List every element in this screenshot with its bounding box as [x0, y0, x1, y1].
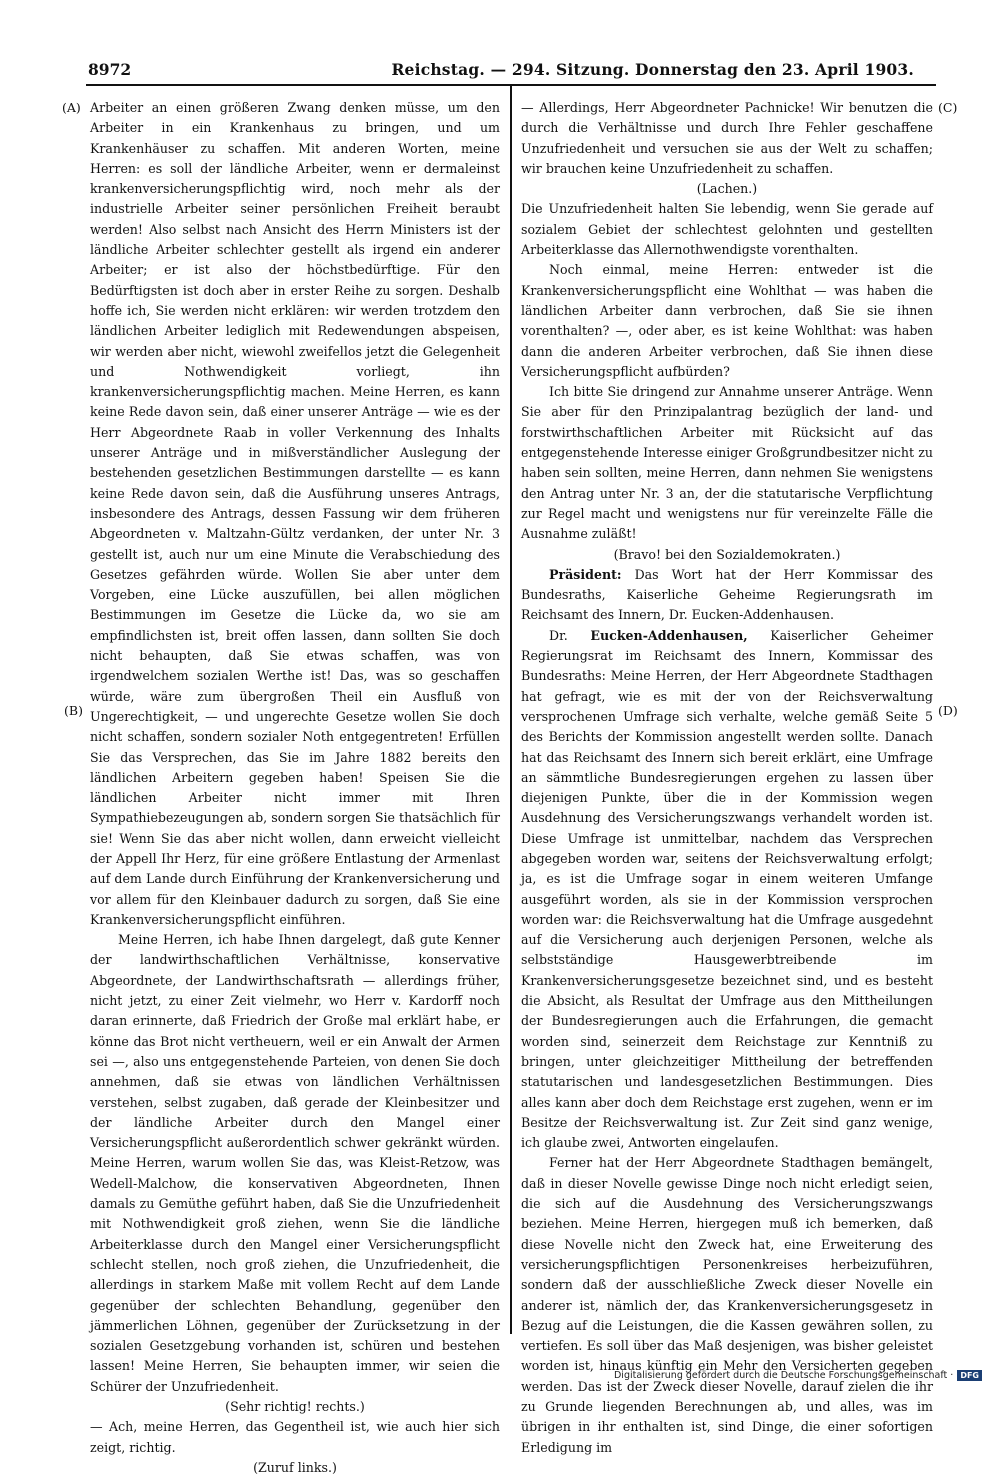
- speaker-eucken: Eucken-Addenhausen,: [590, 627, 748, 643]
- right-paragraph-6-text: Kaiserlicher Geheimer Regierungsrat im Reichsamt des Innern, Kommissar des Bundesraths: Meine Herren, der Herr Abgeordnete Stadthagen hat gefragt, wie es mit der von der Reichsverwaltung versprochenen Umfrage sich verhalte, welche gemäß Seite 5 des Berichts der Kommission angestellt werden sollte. Danach hat das Reichsamt des Innern sich bereit erklärt, eine Umfrage an sämmtliche Bundesregierungen ergehen zu lassen über diejenigen Punkte, über die in der Kommission wegen Ausdehnung des Versicherungszwangs verhandelt worden ist. Diese Umfrage ist unmittelbar, nachdem das Versprechen abgegeben worden war, seitens der Reichsverwaltung erfolgt; ja, es ist die Umfrage sogar in einem weiteren Umfange ausgeführt worden, als sie in der Kommission versprochen worden war: die Reichsverwaltung hat die Umfrage ausgedehnt auf die Versicherung auch derjenigen Personen, welche als selbstständige Hausgewerbtreibende im Krankenversicherungsgesetze bezeichnet sind, und es besteht die Absicht, als Resultat der Umfrage aus den Mittheilungen der Bundesregierungen auch die Erfahrungen, die gemacht worden sind, seinerzeit dem Reichstage zur Kenntniß zu bringen, unter gleichzeitiger Mittheilung der betreffenden statutarischen und landesgesetzlichen Bestimmungen. Dies alles kann aber doch dem Reichstage erst zugehen, wenn er im Besitze der Reichsverwaltung ist. Zur Zeit sind ganz wenige, ich glaube zwei, Antworten eingelaufen.: [521, 627, 933, 1151]
- right-paragraph-3: Noch einmal, meine Herren: entweder ist die Krankenversicherungspflicht eine Wohlthat — was haben die ländlichen Arbeiter dann verbrochen, daß Sie sie ihnen vorenthalten? —, oder aber, es ist keine Wohlthat: was haben dann die anderen Arbeiter verbrochen, daß Sie ihnen diese Versicherungspflicht aufbürden?: [521, 262, 933, 379]
- right-remark-2: (Bravo! bei den Sozialdemokraten.): [613, 546, 841, 562]
- page-number: 8972: [88, 60, 132, 79]
- speaker-president: Präsident:: [549, 566, 622, 582]
- right-paragraph-4: Ich bitte Sie dringend zur Annahme unserer Anträge. Wenn Sie aber für den Prinzipalantrag bezüglich der land- und forstwirthschaftlichen Arbeiter mit Rücksicht auf das entgegenstehende Interesse einiger Großgrundbesitzer nicht zu haben sein sollten, meine Herren, dann nehmen Sie wenigstens den Antrag unter Nr. 3 an, der die statutarische Verpflichtung zur Regel macht und wenigstens nur für vereinzelte Fälle die Ausnahme zuläßt!: [521, 384, 933, 542]
- margin-marker-d: (D): [938, 703, 958, 718]
- column-divider: [510, 86, 512, 1334]
- margin-marker-a: (A): [62, 100, 81, 115]
- footer-text: Digitalisierung gefördert durch die Deutsche Forschungsgemeinschaft ·: [613, 1370, 954, 1381]
- page-title: Reichstag. — 294. Sitzung. Donnerstag den 23. April 1903.: [391, 60, 914, 79]
- left-paragraph-1: Arbeiter an einen größeren Zwang denken müsse, um den Arbeiter in ein Krankenhaus zu bringen, und um Krankenhäuser zu schaffen. Mit anderen Worten, meine Herren: es soll der ländliche Arbeiter, wenn er dermaleinst krankenversicherungspflichtig wird, noch mehr als der industrielle Arbeiter seiner persönlichen Freiheit beraubt werden! Also selbst nach Ansicht des Herrn Ministers ist der ländliche Arbeiter schlechter gestellt als irgend ein anderer Arbeiter; er ist also der höchstbedürftige. Für den Bedürftigsten ist doch aber in erster Reihe zu sorgen. Deshalb hoffe ich, Sie werden nicht erklären: wir werden trotzdem den ländlichen Arbeiter lediglich mit Redewendungen abspeisen, wir werden aber nicht, wiewohl zweifellos jetzt die Gelegenheit und Nothwendigkeit vorliegt, ihn krankenversicherungspflichtig machen. Meine Herren, es kann keine Rede davon sein, daß einer unserer Anträge — wie es der Herr Abgeordnete Raab in voller Verkennung des Inhalts unserer Anträge und in mißverständlicher Auslegung der bestehenden gesetzlichen Bestimmungen darstellte — es kann keine Rede davon sein, daß die Ausführung unseres Antrags, insbesondere des Antrags, dessen Fassung wir dem früheren Abgeordneten v. Maltzahn-Gültz verdanken, der unter Nr. 3 gestellt ist, auch nur um eine Minute die Verabschiedung des Gesetzes gefährden würde. Wollen Sie aber unter dem Vorgeben, eine Lücke auszufüllen, bei allen möglichen Bestimmungen im Gesetze die Lücke da, wo sie am empfindlichsten ist, breit offen lassen, dann sollten Sie doch nicht behaupten, daß Sie etwas schaffen, was von irgendwelchem sozialen Werthe ist! Das, was so geschaffen würde, wäre zum übergroßen Theil ein Ausfluß von Ungerechtigkeit, — und ungerechte Gesetze wollen Sie doch nicht schaffen, sondern sozialer Noth entgegentreten! Erfüllen Sie das Versprechen, das Sie im Jahre 1882 bereits den ländlichen Arbeitern gegeben haben! Speisen Sie die ländlichen Arbeiter nicht immer mit Ihren Sympathiebezeugungen ab, sondern sorgen Sie thatsächlich für sie! Wenn Sie das aber nicht wollen, dann erweicht vielleicht der Appell Ihr Herz, für eine größere Entlastung der Armenlast auf dem Lande durch Einführung der Krankenversicherung und vor allem für den Kleinbauer dadurch zu sorgen, daß Sie eine Krankenversicherungspflicht einführen.: [90, 100, 500, 927]
- left-column: [90, 98, 500, 1478]
- margin-marker-b: (B): [64, 703, 83, 718]
- right-paragraph-1: — Allerdings, Herr Abgeordneter Pachnicke! Wir benutzen die durch die Verhältnisse und durch Ihre Fehler geschaffene Unzufriedenheit und versuchen sie aus der Welt zu schaffen; wir brauchen keine Unzufriedenheit zu schaffen.: [521, 100, 933, 176]
- right-column: [521, 98, 933, 1458]
- right-paragraph-5: [521, 565, 933, 626]
- right-paragraph-2: Die Unzufriedenheit halten Sie lebendig, wenn Sie gerade auf sozialem Gebiet der schlechtest gelohnten und gestellten Arbeiterklasse das Allernothwendigste vorenthalten.: [521, 201, 933, 258]
- left-remark-2: (Zuruf links.): [253, 1459, 337, 1475]
- left-paragraph-2: Meine Herren, ich habe Ihnen dargelegt, daß gute Kenner der landwirthschaftlichen Verhältnisse, konservative Abgeordnete, der Landwirthschaftsrath — allerdings früher, nicht jetzt, zu einer Zeit vielmehr, wo Herr v. Kardorff noch daran erinnerte, daß Friedrich der Große mal erklärt habe, er könne das Brot nicht vertheuern, weil er ein Anwalt der Armen sei —, also uns entgegenstehende Parteien, von denen Sie doch annehmen, daß sie etwas von ländlichen Verhältnissen verstehen, selbst zugaben, daß gerade der Kleinbesitzer und der ländliche Arbeiter durch den Mangel einer Versicherungspflicht außerordentlich schwer gekränkt würden. Meine Herren, warum wollen Sie das, was Kleist-Retzow, was Wedell-Malchow, die konservativen Abgeordneten, Ihnen damals zu Gemüthe geführt haben, daß Sie die Unzufriedenheit mit Nothwendigkeit groß ziehen, wenn Sie die ländliche Arbeiterklasse durch den Mangel einer Versicherungspflicht schlecht stellen, noch groß ziehen, die Unzufriedenheit, die allerdings in starkem Maße mit vollem Recht auf dem Lande gegenüber der schlechten Behandlung, gegenüber den jämmerlichen Löhnen, gegenüber der Zurücksetzung in der sozialen Gesetzgebung vorhanden ist, schüren und bestehen lassen! Meine Herren, Sie behaupten immer, wir seien die Schürer der Unzufriedenheit.: [90, 932, 500, 1394]
- right-paragraph-5-text: Das Wort hat der Herr Kommissar des Bundesraths, Kaiserliche Geheime Regierungsrath im Reichsamt des Innern, Dr. Eucken-Addenhausen.: [521, 566, 933, 623]
- right-paragraph-7: Ferner hat der Herr Abgeordnete Stadthagen bemängelt, daß in dieser Novelle gewisse Dinge noch nicht erledigt seien, die sich auf die Ausdehnung des Versicherungszwangs beziehen. Meine Herren, hiergegen muß ich bemerken, daß diese Novelle nicht den Zweck hat, eine Erweiterung des versicherungspflichtigen Personenkreises herbeizuführen, sondern daß der ausschließliche Zweck dieser Novelle ein anderer ist, nämlich der, das Krankenversicherungsgesetz in Bezug auf die Leistungen, die die Kassen gewähren sollen, zu vertiefen. Es soll über das Maß desjenigen, was bisher geleistet worden ist, hinaus künftig ein Mehr den Versicherten gegeben werden. Das ist der Zweck dieser Novelle, darauf zielen die ihr zu Grunde liegenden Berechnungen ab, und alles, was im übrigen in ihr enthalten ist, sind Dinge, die einer sofortigen Erledigung im: [521, 1155, 933, 1455]
- margin-marker-c: (C): [938, 100, 958, 115]
- right-remark-1: (Lachen.): [696, 181, 758, 197]
- speaker-title: Dr.: [549, 627, 568, 643]
- left-remark-1: (Sehr richtig! rechts.): [225, 1399, 365, 1414]
- right-paragraph-6: [521, 626, 933, 1154]
- left-paragraph-3: — Ach, meine Herren, das Gegentheil ist, wie auch hier sich zeigt, richtig.: [90, 1419, 500, 1455]
- page-header: [88, 60, 936, 82]
- footer-credit: [614, 1370, 982, 1381]
- dfg-logo: DFG: [957, 1370, 982, 1381]
